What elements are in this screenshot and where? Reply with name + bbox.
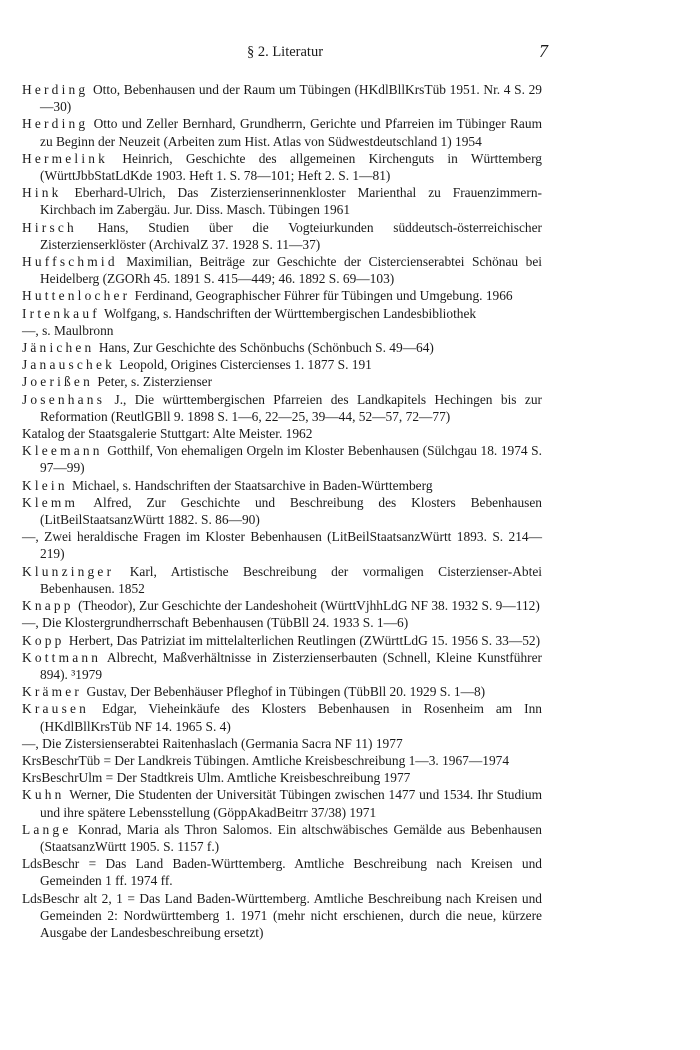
bibliography-entry [22, 477, 542, 494]
entry-text: Ferdinand, Geographischer Führer für Tübingen und Umgebung. 1966 [134, 288, 513, 304]
entry-text: Maximilian, Beiträge zur Geschichte der Cistercienserabtei Schönau bei Heidelberg (ZGORh 45. 1891 S. 415—449; 46. 1892 S. 69—103) [40, 254, 542, 287]
bibliography-entry [22, 563, 542, 597]
entry-text: Herbert, Das Patriziat im mittelalterlichen Reutlingen (ZWürttLdG 15. 1956 S. 33—52) [68, 632, 541, 648]
entry-author: Kuhn [22, 787, 65, 803]
entry-author: Kleemann [22, 443, 103, 459]
entry-text: Alfred, Zur Geschichte und Beschreibung des Klosters Bebenhausen (LitBeilStaatsanzWürtt 1882. S. 86—90) [40, 494, 543, 528]
entry-text: Michael, s. Handschriften der Staatsarchive in Baden-Württemberg [72, 477, 433, 493]
entry-author: Klunzinger [22, 563, 115, 579]
entry-text: Gustav, Der Bebenhäuser Pfleghof in Tübingen (TübBll 20. 1929 S. 1—8) [86, 684, 486, 700]
entry-text: Hans, Studien über die Vogteiurkunden süddeutsch-österreichischer Zisterzienserklöster (ArchivalZ 37. 1928 S. 11—37) [40, 219, 542, 252]
entry-text: J., Die württembergischen Pfarreien des Landkapitels Hechingen bis zur Reformation (ReutlGBll 9. 1898 S. 1—6, 22—25, 39—44, 52—57, 72—77) [40, 391, 542, 424]
entry-text: —, Die Klostergrundherrschaft Bebenhausen (TübBll 24. 1933 S. 1—6) [22, 615, 409, 631]
bibliography-list [22, 81, 542, 941]
entry-author: Irtenkauf [22, 305, 100, 321]
entry-text: LdsBeschr alt 2, 1 = Das Land Baden-Württemberg. Amtliche Beschreibung nach Kreisen und Gemeinden 2: Nordwürttemberg 1. 1971 (mehr nicht erschienen, durch die neue, kürzere Ausgabe der Landesbeschreibung ersetzt) [22, 890, 542, 940]
entry-text: Otto und Zeller Bernhard, Grundherrn, Gerichte und Pfarreien im Tübinger Raum zu Beginn der Neuzeit (Arbeiten zum Hist. Atlas von Südwestdeutschland 1) 1954 [40, 116, 542, 149]
bibliography-entry [22, 339, 542, 356]
entry-text: LdsBeschr = Das Land Baden-Württemberg. Amtliche Beschreibung nach Kreisen und Gemeinden 1 ff. 1974 ff. [22, 856, 542, 889]
entry-text: Leopold, Origines Cistercienses 1. 1877 S. 191 [119, 357, 372, 373]
bibliography-entry [22, 356, 542, 373]
bibliography-entry [22, 150, 542, 184]
bibliography-entry [22, 614, 542, 631]
entry-text: —, Die Zistersienserabtei Raitenhaslach (Germania Sacra NF 11) 1977 [22, 735, 403, 751]
entry-author: Josenhans [22, 391, 106, 407]
entry-text: Hans, Zur Geschichte des Schönbuchs (Schönbuch S. 49—64) [98, 340, 434, 356]
bibliography-entry [22, 494, 542, 528]
entry-author: Herding [22, 82, 89, 97]
entry-text: KrsBeschrTüb = Der Landkreis Tübingen. Amtliche Kreisbeschreibung 1—3. 1967—1974 [22, 752, 510, 768]
bibliography-entry [22, 184, 542, 218]
bibliography-entry [22, 632, 542, 649]
entry-text: Gotthilf, Von ehemaligen Orgeln im Kloster Bebenhausen (Sülchgau 18. 1974 S. 97—99) [40, 443, 542, 476]
bibliography-entry [22, 683, 542, 700]
bibliography-entry [22, 305, 542, 322]
entry-text: —, s. Maulbronn [22, 322, 114, 338]
bibliography-entry [22, 786, 542, 820]
bibliography-entry [22, 425, 542, 442]
entry-author: Krausen [22, 701, 90, 717]
entry-text: Katalog der Staatsgalerie Stuttgart: Alte Meister. 1962 [22, 426, 313, 442]
bibliography-entry [22, 855, 542, 889]
entry-text: Albrecht, Maßverhältnisse in Zisterzienserbauten (Schnell, Kleine Kunstführer 894). ³1979 [40, 649, 543, 682]
bibliography-entry [22, 287, 542, 304]
entry-text: Edgar, Vieheinkäufe des Klosters Bebenhausen in Rosenheim am Inn (HKdlBllKrsTüb NF 14. 1965 S. 4) [40, 701, 542, 734]
entry-author: Herding [22, 116, 89, 132]
bibliography-entry [22, 322, 542, 339]
bibliography-entry [22, 649, 542, 683]
entry-text: KrsBeschrUlm = Der Stadtkreis Ulm. Amtliche Kreisbeschreibung 1977 [22, 770, 411, 786]
entry-text: Otto, Bebenhausen und der Raum um Tübingen (HKdlBllKrsTüb 1951. Nr. 4 S. 29—30) [40, 82, 542, 115]
page-number: 7 [539, 41, 548, 61]
entry-author: Kottmann [22, 649, 102, 665]
running-title: § 2. Literatur [246, 44, 324, 60]
entry-author: Hink [22, 185, 62, 201]
entry-author: Lange [22, 821, 72, 837]
entry-text: Peter, s. Zisterzienser [97, 374, 213, 390]
entry-text: Konrad, Maria als Thron Salomos. Ein altschwäbisches Gemälde aus Bebenhausen (StaatsanzWürtt 1905. S. 1157 f.) [40, 821, 542, 854]
bibliography-entry [22, 81, 542, 115]
entry-text: Eberhard-Ulrich, Das Zisterzienserinnenkloster Marienthal zu Frauenzimmern-Kirchbach im Zabergäu. Jur. Diss. Masch. Tübingen 1961 [40, 185, 542, 218]
bibliography-entry [22, 700, 542, 734]
bibliography-entry [22, 752, 542, 769]
entry-author: Hermelink [22, 150, 109, 166]
bibliography-entry [22, 769, 542, 786]
bibliography-entry [22, 597, 542, 614]
bibliography-entry [22, 821, 542, 855]
entry-text: (Theodor), Zur Geschichte der Landeshoheit (WürttVjhhLdG NF 38. 1932 S. 9—112) [78, 598, 540, 614]
bibliography-entry [22, 890, 542, 942]
bibliography-entry [22, 253, 542, 287]
bibliography-entry [22, 528, 542, 562]
entry-text: —, Zwei heraldische Fragen im Kloster Bebenhausen (LitBeilStaatsanzWürtt 1893. S. 214—219) [22, 529, 542, 562]
entry-author: Huttenlocher [22, 288, 131, 304]
entry-author: Janauschek [22, 357, 115, 373]
entry-author: Hirsch [22, 219, 77, 235]
bibliography-entry [22, 735, 542, 752]
entry-text: Heinrich, Geschichte des allgemeinen Kirchenguts in Württemberg (WürttJbbStatLdKde 1903. Heft 1. S. 78—101; Heft 2. S. 1—81) [40, 150, 542, 184]
bibliography-entry [22, 442, 542, 476]
entry-author: Knapp [22, 598, 74, 614]
entry-author: Krämer [22, 684, 83, 700]
entry-author: Kopp [22, 632, 65, 648]
entry-text: Wolfgang, s. Handschriften der Württembergischen Landesbibliothek [103, 305, 477, 321]
entry-text: Karl, Artistische Beschreibung der vormaligen Cisterzienser-Abtei Bebenhausen. 1852 [40, 563, 542, 596]
bibliography-entry [22, 391, 542, 425]
bibliography-entry [22, 115, 542, 149]
entry-author: Huffschmid [22, 254, 118, 270]
entry-author: Jänichen [22, 340, 95, 356]
bibliography-entry [22, 373, 542, 390]
entry-author: Joerißen [22, 374, 93, 390]
entry-author: Klein [22, 477, 68, 493]
entry-text: Werner, Die Studenten der Universität Tübingen zwischen 1477 und 1534. Ihr Studium und ihre spätere Lebensstellung (GöppAkadBeitrr 37/38) 1971 [40, 787, 543, 820]
bibliography-entry [22, 219, 542, 253]
entry-author: Klemm [22, 494, 79, 510]
